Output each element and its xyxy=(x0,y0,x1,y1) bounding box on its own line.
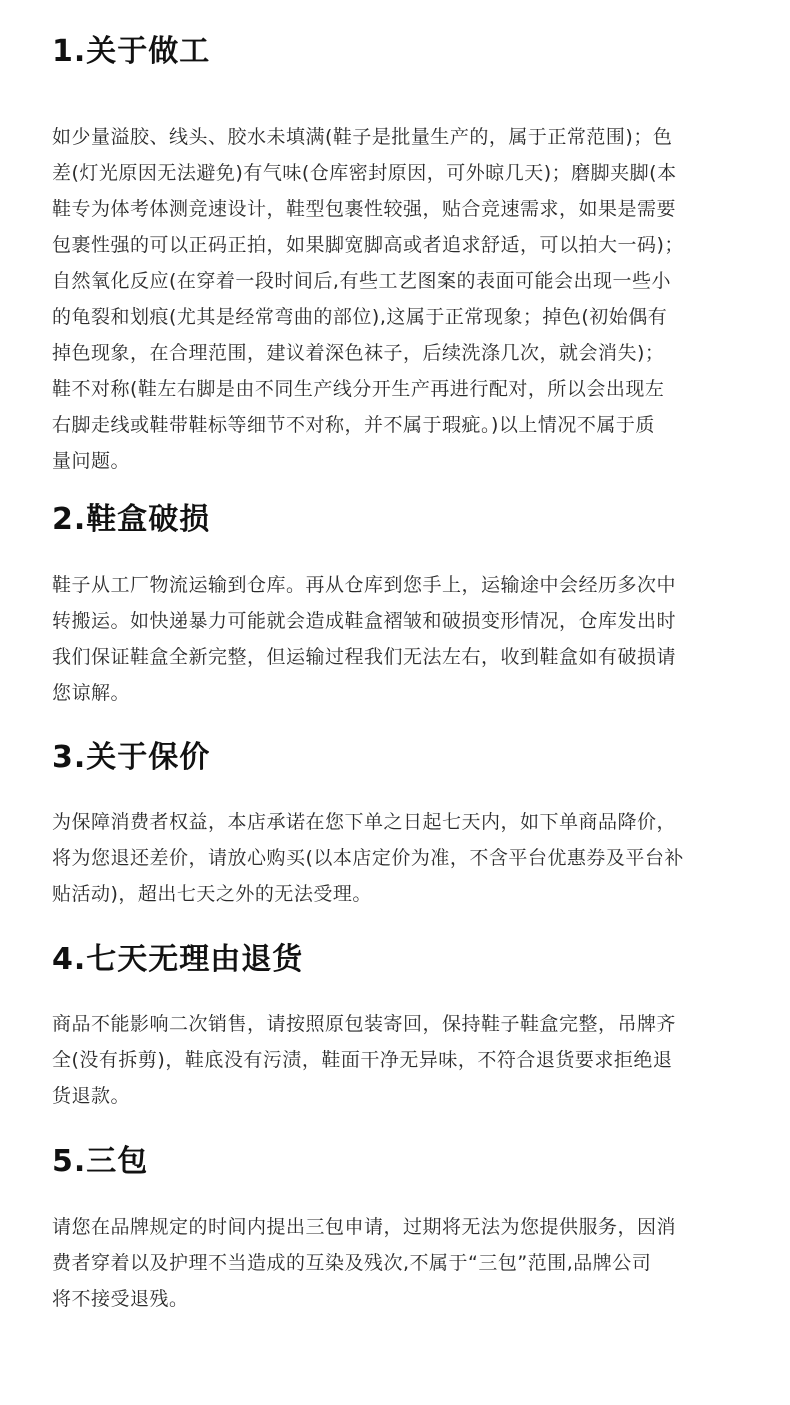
section-body xyxy=(52,1006,742,1114)
body-line: 鞋不对称(鞋左右脚是由不同生产线分开生产再进行配对，所以会出现左 xyxy=(52,378,665,400)
body-line: 量问题。 xyxy=(52,450,131,472)
section-title: 4.七天无理由退货 xyxy=(52,942,304,977)
section-title: 3.关于保价 xyxy=(52,740,211,775)
body-line: 差(灯光原因无法避免)有气味(仓库密封原因，可外晾几天)；磨脚夹脚(本 xyxy=(52,162,677,184)
body-line: 将为您退还差价，请放心购买(以本店定价为准，不含平台优惠券及平台补 xyxy=(52,847,684,869)
body-line: 商品不能影响二次销售，请按照原包装寄回，保持鞋子鞋盒完整，吊牌齐 xyxy=(52,1013,677,1035)
section-body xyxy=(52,567,742,711)
body-line: 您谅解。 xyxy=(52,682,131,704)
section-three-guarantees xyxy=(52,1142,742,1317)
section-body xyxy=(52,804,742,912)
body-line: 转搬运。如快递暴力可能就会造成鞋盒褶皱和破损变形情况，仓库发出时 xyxy=(52,610,677,632)
section-body xyxy=(52,119,742,479)
section-shoebox-damage xyxy=(52,500,742,711)
body-line: 自然氧化反应(在穿着一段时间后,有些工艺图案的表面可能会出现一些小 xyxy=(52,270,671,292)
body-line: 鞋子从工厂物流运输到仓库。再从仓库到您手上，运输途中会经历多次中 xyxy=(52,574,677,596)
body-line: 掉色现象，在合理范围，建议着深色袜子，后续洗涤几次，就会消失)； xyxy=(52,342,665,364)
body-line: 费者穿着以及护理不当造成的互染及残次,不属于“三包”范围,品牌公司 xyxy=(52,1252,652,1274)
body-line: 的龟裂和划痕(尤其是经常弯曲的部位),这属于正常现象；掉色(初始偶有 xyxy=(52,306,668,328)
section-seven-day-return xyxy=(52,940,742,1114)
body-line: 包裹性强的可以正码正拍，如果脚宽脚高或者追求舒适，可以拍大一码)； xyxy=(52,234,684,256)
body-line: 请您在品牌规定的时间内提出三包申请，过期将无法为您提供服务，因消 xyxy=(52,1216,677,1238)
section-workmanship xyxy=(52,32,742,479)
section-price-protection xyxy=(52,738,742,912)
body-line: 为保障消费者权益，本店承诺在您下单之日起七天内，如下单商品降价， xyxy=(52,811,677,833)
body-line: 贴活动)，超出七天之外的无法受理。 xyxy=(52,883,372,905)
body-line: 右脚走线或鞋带鞋标等细节不对称，并不属于瑕疵。)以上情况不属于质 xyxy=(52,414,655,436)
body-line: 全(没有拆剪)，鞋底没有污渍，鞋面干净无异味，不符合退货要求拒绝退 xyxy=(52,1049,673,1071)
section-body xyxy=(52,1209,742,1317)
section-title: 2.鞋盒破损 xyxy=(52,502,211,537)
body-line: 将不接受退残。 xyxy=(52,1288,189,1310)
section-title: 5.三包 xyxy=(52,1144,149,1179)
section-title: 1.关于做工 xyxy=(52,34,211,69)
body-line: 如少量溢胶、线头、胶水未填满(鞋子是批量生产的，属于正常范围)；色 xyxy=(52,126,673,148)
body-line: 货退款。 xyxy=(52,1085,131,1107)
body-line: 鞋专为体考体测竞速设计，鞋型包裹性较强，贴合竞速需求，如果是需要 xyxy=(52,198,677,220)
body-line: 我们保证鞋盒全新完整，但运输过程我们无法左右，收到鞋盒如有破损请 xyxy=(52,646,677,668)
